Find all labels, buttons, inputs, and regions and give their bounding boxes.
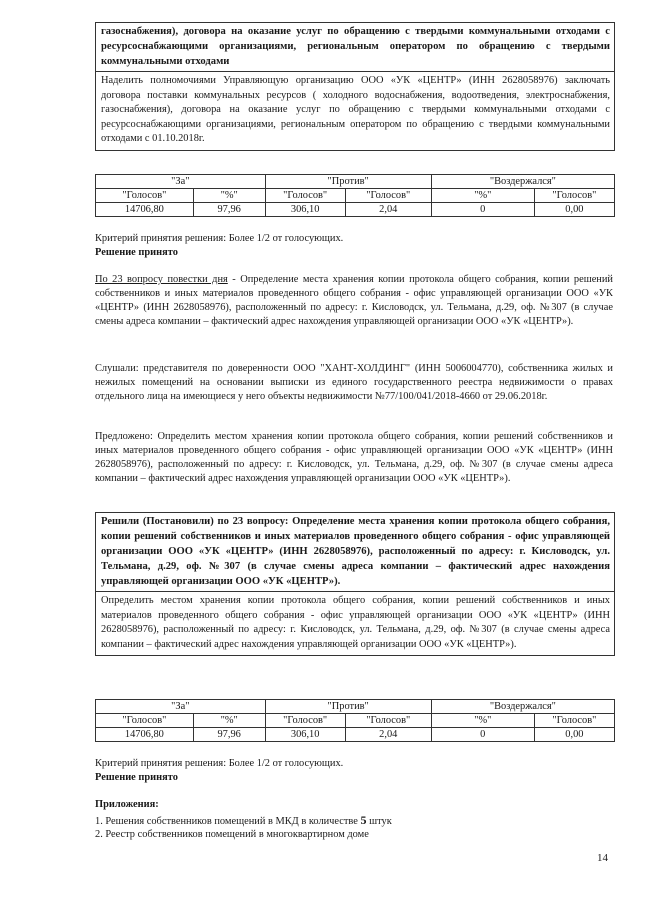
vote-subheader: "Голосов": [534, 189, 614, 203]
appendix-item: [95, 813, 613, 829]
resolution-header: Решили (Постановили) по 23 вопросу: Определение места хранения копии протокола общего собрания, копии решений собственников и иных материалов проведенного общего собрания - офис управляющей организации ООО «УК «ЦЕНТР» (ИНН 2628058976), расположенный по адресу: г. Кисловодск, ул. Тельмана, д.29, оф. №307 (в случае смены адреса компании – фактический адрес нахождения управляющей организации ООО «УК «ЦЕНТР»).: [101, 516, 610, 587]
appendix-item: 2. Реестр собственников помещений в многоквартирном доме: [95, 829, 369, 840]
vote-value: 0,00: [534, 728, 614, 742]
vote-group-abstain: "Воздержался": [431, 175, 614, 189]
vote-subheader: "%": [193, 189, 265, 203]
decision-text: Решение принято: [95, 247, 178, 258]
appendix-title: Приложения:: [95, 799, 159, 810]
question-23-heading: По 23 вопросу повестки дня: [95, 274, 228, 285]
resolution-header: газоснабжения), договора на оказание услуг по обращению с твердыми коммунальными отходами с ресурсоснабжающими организациями, региональным оператором по обращению с твердыми коммунальными отходами: [101, 26, 610, 67]
vote-value: 306,10: [265, 728, 345, 742]
vote-value: 0: [431, 203, 534, 217]
vote-group-against: "Против": [265, 175, 431, 189]
vote-value: 0: [431, 728, 534, 742]
vote-value: 0,00: [534, 203, 614, 217]
vote-subheader: "%": [431, 189, 534, 203]
question-23-paragraph: [95, 273, 613, 329]
vote-subheader: "Голосов": [534, 714, 614, 728]
vote-value: 97,96: [193, 728, 265, 742]
resolution-box-23: [95, 512, 615, 656]
vote-subheader: "Голосов": [345, 189, 431, 203]
vote-group-for: "За": [96, 700, 266, 714]
heard-paragraph: Слушали: представителя по доверенности ООО "ХАНТ-ХОЛДИНГ" (ИНН 5006004770), собственника жилых и нежилых помещений на основании выписки из единого государственного реестра недвижимости о правах отдельного лица на имеющиеся у него объекты недвижимости №77/100/041/2018-4660 от 29.06.2018г.: [95, 363, 613, 402]
vote-subheader: "Голосов": [96, 714, 194, 728]
vote-subheader: "Голосов": [265, 189, 345, 203]
vote-subheader: "Голосов": [265, 714, 345, 728]
criterion-text: Критерий принятия решения: Более 1/2 от голосующих.: [95, 758, 344, 769]
vote-group-abstain: "Воздержался": [431, 700, 614, 714]
vote-value: 2,04: [345, 203, 431, 217]
vote-group-against: "Против": [265, 700, 431, 714]
vote-subheader: "%": [431, 714, 534, 728]
vote-value: 97,96: [193, 203, 265, 217]
vote-value: 14706,80: [96, 203, 194, 217]
resolution-body: Наделить полномочиями Управляющую организацию ООО «УК «ЦЕНТР» (ИНН 2628058976) заключать договора поставки коммунальных ресурсов ( холодного водоснабжения, водоотведения, электроснабжения, газоснабжения), договора на оказание услуг по обращению с твердыми коммунальными отходами с ресурсоснабжающими организациями, региональным оператором по обращению с твердыми коммунальными отходами с 01.10.2018г.: [96, 71, 614, 150]
vote-value: 2,04: [345, 728, 431, 742]
resolution-box-22: [95, 22, 615, 151]
appendix-item-count: 5: [360, 813, 367, 827]
appendix-item-text: штук: [366, 816, 392, 827]
vote-table: [95, 174, 615, 217]
vote-value: 14706,80: [96, 728, 194, 742]
decision-text: Решение принято: [95, 772, 178, 783]
vote-subheader: "Голосов": [345, 714, 431, 728]
resolution-body: Определить местом хранения копии протокола общего собрания, копии решений собственников и иных материалов проведенного общего собрания - офис управляющей организации ООО «УК «ЦЕНТР» (ИНН 2628058976), расположенный по адресу: г. Кисловодск, ул. Тельмана, д.29, оф. №307 (в случае смены адреса компании – фактический адрес нахождения управляющей организации ООО «УК «ЦЕНТР»).: [96, 591, 614, 655]
vote-group-for: "За": [96, 175, 266, 189]
page-number: 14: [597, 852, 608, 864]
proposed-paragraph: Предложено: Определить местом хранения копии протокола общего собрания, копии решений собственников и иных материалов проведенного общего собрания - офис управляющей организации ООО «УК «ЦЕНТР» (ИНН 2628058976), расположенный по адресу: г. Кисловодск, ул. Тельмана, д.29, оф. №307 (в случае смены адреса компании – фактический адрес нахождения управляющей организации ООО «УК «ЦЕНТР»).: [95, 431, 613, 484]
question-23-text: - Определение места хранения копии протокола общего собрания, копии решений собственников и иных материалов проведенного общего собрания - офис управляющей организации ООО «УК «ЦЕНТР» (ИНН 2628058976), расположенный по адресу: г. Кисловодск, ул. Тельмана, д.29, оф. №307 (в случае смены адреса компании – фактический адрес нахождения управляющей организации ООО «УК «ЦЕНТР»).: [95, 274, 613, 327]
appendix-item-text: 1. Решения собственников помещений в МКД в количестве: [95, 816, 361, 827]
vote-subheader: "Голосов": [96, 189, 194, 203]
vote-subheader: "%": [193, 714, 265, 728]
criterion-text: Критерий принятия решения: Более 1/2 от голосующих.: [95, 233, 344, 244]
vote-value: 306,10: [265, 203, 345, 217]
vote-table: [95, 699, 615, 742]
